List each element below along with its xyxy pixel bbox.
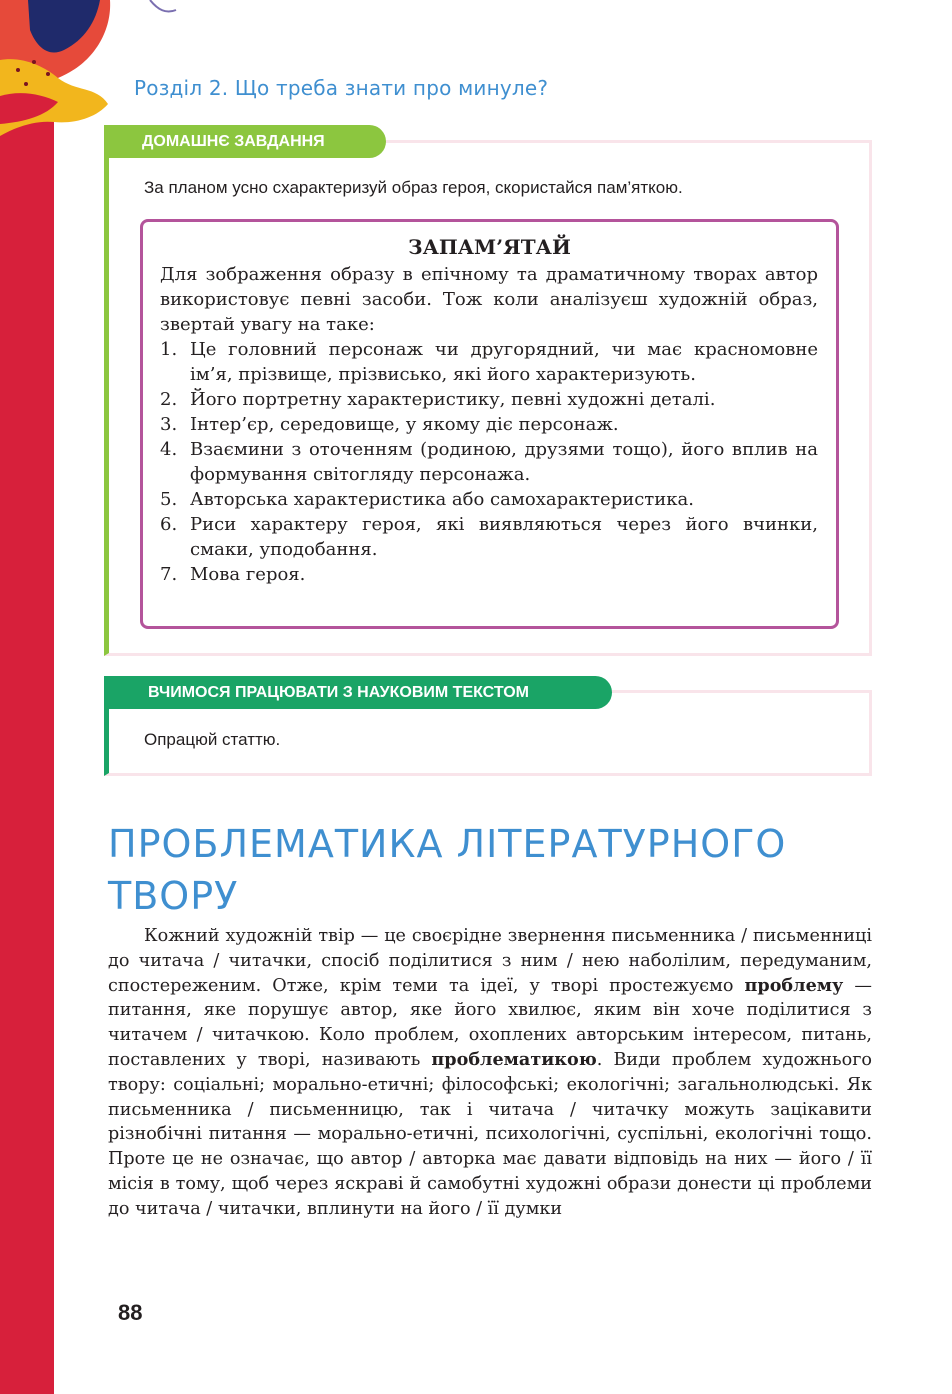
memo-item-text: Його портретну характеристику, певні художні деталі. <box>190 389 716 410</box>
memo-item-text: Мова героя. <box>190 564 306 585</box>
chapter-title: Розділ 2. Що треба знати про минуле? <box>134 76 549 100</box>
memo-item-number: 7. <box>160 564 178 585</box>
article-text-part: Кожний художній твір — це своєрідне звернення письменника / письменниці до читача / читачки, спосіб поділитися з ним / нею наболілим, передуманим, спостереженим. Отже, крім теми та ідеї, у творі простежуємо <box>108 926 872 996</box>
homework-tab: ДОМАШНЄ ЗАВДАННЯ <box>104 125 386 158</box>
science-instruction: Опрацюй статтю. <box>144 730 281 749</box>
memo-item-number: 2. <box>160 389 178 410</box>
memo-list <box>160 337 818 587</box>
side-color-band <box>0 0 54 1394</box>
memo-list-item <box>160 562 818 587</box>
article-text <box>108 924 872 1222</box>
memo-title: ЗАПАМ’ЯТАЙ <box>408 235 571 259</box>
memo-item-text: Це головний персонаж чи другорядний, чи має красномовне ім’я, прізвище, прізвисько, які його характеризують. <box>190 339 818 385</box>
memo-item-number: 6. <box>160 514 178 535</box>
article-heading: ПРОБЛЕМАТИКА ЛІТЕРАТУРНОГО ТВОРУ <box>108 822 787 918</box>
memo-item-number: 5. <box>160 489 178 510</box>
memo-list-item <box>160 512 818 562</box>
memo-body <box>160 262 818 587</box>
article-text-part: — питання, яке порушує автор, яке його хвилює, яким він хоче поділитися з читачем / читачкою. Коло проблем, охоплених авторським інтересом, питань, поставлених у творі, називають <box>108 975 872 1070</box>
memo-list-item <box>160 487 818 512</box>
science-tab: ВЧИМОСЯ ПРАЦЮВАТИ З НАУКОВИМ ТЕКСТОМ <box>104 676 612 709</box>
term-problem: проблему <box>744 974 844 996</box>
term-problematics: проблематикою <box>431 1048 597 1070</box>
memo-item-number: 4. <box>160 439 178 460</box>
article-text-part: . Види проблем художнього твору: соціальні; морально-етичні; філософські; екологічні; загальнолюдські. Як письменника / письменницю, так і читача / читачку можуть зацікавити різнобічні питання — морально-етичні, психологічні, суспільні, екологічні тощо. Проте це не означає, що автор / авторка має давати відповідь на них — його / її місія в тому, щоб через яскраві й самобутні художні образи донести ці проблеми до читача / читачки, вплинути на його / її думки <box>108 1049 873 1219</box>
memo-item-number: 3. <box>160 414 178 435</box>
memo-item-number: 1. <box>160 339 178 360</box>
homework-instruction: За планом усно схарактеризуй образ героя, скористайся пам’яткою. <box>144 178 683 197</box>
page-number: 88 <box>118 1300 143 1325</box>
memo-item-text: Взаємини з оточенням (родиною, друзями тощо), його вплив на формування світогляду персонажа. <box>190 439 818 485</box>
memo-list-item <box>160 437 818 487</box>
memo-intro: Для зображення образу в епічному та драматичному творах автор використовує певні засоби. Тож коли аналізуєш художній образ, звертай увагу на таке: <box>160 264 818 335</box>
memo-item-text: Авторська характеристика або самохарактеристика. <box>190 489 694 510</box>
memo-list-item <box>160 387 818 412</box>
memo-list-item <box>160 337 818 387</box>
memo-item-text: Риси характеру героя, які виявляються через його вчинки, смаки, уподобання. <box>190 514 818 560</box>
memo-item-text: Інтер’єр, середовище, у якому діє персонаж. <box>190 414 619 435</box>
memo-list-item <box>160 412 818 437</box>
